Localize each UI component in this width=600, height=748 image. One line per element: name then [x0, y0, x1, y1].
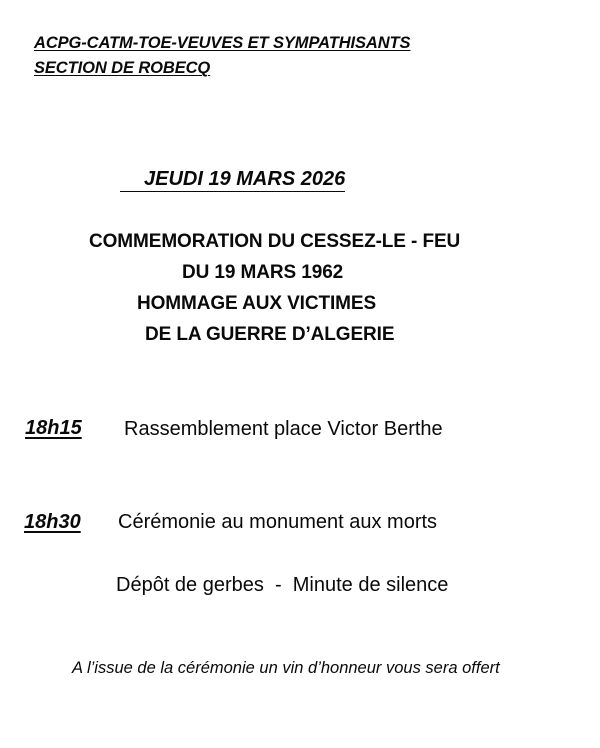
title-line-4: DE LA GUERRE D’ALGERIE — [145, 324, 395, 345]
schedule-time-2: 18h30 — [24, 511, 81, 533]
event-date: JEUDI 19 MARS 2026 — [120, 168, 345, 192]
title-line-1: COMMEMORATION DU CESSEZ-LE - FEU — [89, 231, 461, 252]
schedule-description-2: Cérémonie au monument aux morts — [118, 511, 438, 533]
footer-note: A l’issue de la cérémonie un vin d’honneur vous sera offert — [72, 659, 500, 677]
schedule-description-1: Rassemblement place Victor Berthe — [124, 418, 443, 440]
title-line-2: DU 19 MARS 1962 — [182, 262, 344, 283]
section-name: SECTION DE ROBECQ — [34, 59, 211, 77]
schedule-time-1: 18h15 — [25, 417, 82, 439]
schedule-detail-2: Dépôt de gerbes - Minute de silence — [116, 574, 449, 596]
organization-name: ACPG-CATM-TOE-VEUVES ET SYMPATHISANTS — [34, 34, 411, 52]
title-line-3: HOMMAGE AUX VICTIMES — [137, 293, 377, 314]
